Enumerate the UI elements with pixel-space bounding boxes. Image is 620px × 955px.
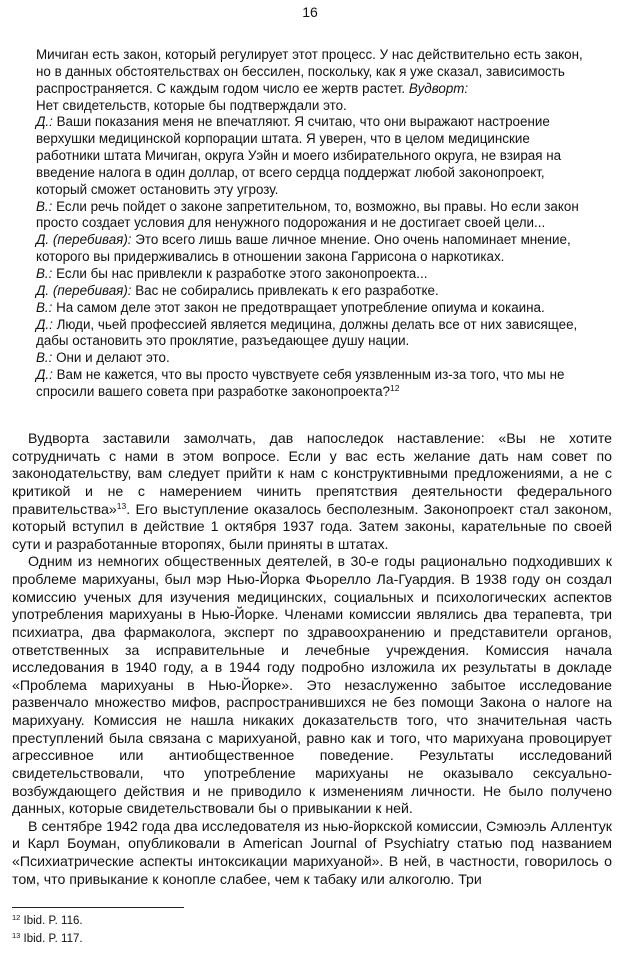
paragraph-text: В сентябре 1942 года два исследователя из нью-йоркской комиссии, Сэмюэль Аллентук и Карл Боуман, опубликовали в American Journal of Psychiatry статью под названием «Психиатрические аспекты интоксикации марихуаной». В ней, в частности, говорилось о том, что привыкание к конопле слабее, чем к табаку или алкоголю. Три <box>12 817 612 887</box>
quote-speaker: Д.: <box>36 114 53 130</box>
hearing-transcript-quote <box>36 47 591 401</box>
quote-text: Вас не собирались привлекать к его разработке. <box>131 282 439 298</box>
quote-text: Вам не кажется, что вы просто чувствуете себя уязвленным из-за того, что мы не спросили вашего совета при разработке законопроекта? <box>36 367 565 399</box>
quote-line <box>36 47 591 114</box>
quote-speaker: Д. (перебивая): <box>36 232 132 248</box>
footnotes <box>12 914 312 950</box>
quote-text: На самом деле этот закон не предотвращает употребление опиума и кокаина. <box>52 299 545 315</box>
page-number: 16 <box>302 4 318 20</box>
footnote-number: 13 <box>12 931 21 940</box>
footnote-text: Ibid. P. 117. <box>20 933 83 945</box>
paragraph-text: . Его выступление оказалось бесполезным. Законопроект стал законом, который вступил в действие 1 октября 1937 года. Затем законы, карательные по своей сути и разработанные второпях, были приняты в штатах. <box>12 500 612 552</box>
footnote-ref[interactable]: 12 <box>389 382 400 393</box>
quote-text: Если речь пойдет о законе запретительном, то, возможно, вы правы. Но если закон просто создает условия для ненужного подорожания и не достигает своей цели... <box>36 198 579 231</box>
quote-line <box>36 317 591 351</box>
quote-text: Нет свидетельств, которые бы подтверждали это. <box>36 97 347 113</box>
paragraph-text: Вудворта заставили замолчать, дав напоследок наставление: «Вы не хотите сотрудничать с нами в этом вопросе. Если у вас есть желание дать нам совет по законодательству, вам следует прийти к нам с конструктивными предложениями, а не с критикой и не с намерением чинить препятствия деятельности федерального правительства» <box>12 430 612 517</box>
footnote-ref[interactable]: 13 <box>116 500 127 511</box>
quote-speaker: Д.: <box>36 316 53 332</box>
quote-speaker: Д. (перебивая): <box>36 282 132 298</box>
quote-text: Они и делают это. <box>52 350 170 366</box>
quote-line <box>36 266 591 283</box>
paragraph <box>12 818 612 889</box>
quote-text: Люди, чьей профессией является медицина, должны делать все от них зависящее, дабы остановить это проклятие, разъедающее душу нации. <box>36 316 578 349</box>
quote-text: Мичиган есть закон, который регулирует этот процесс. У нас действительно есть закон, но в данных обстоятельствах он бессилен, поскольку, как я уже сказал, зависимость распространяется. С каждым годом число ее жертв растет. <box>36 47 583 96</box>
quote-speaker: В.: <box>36 265 53 281</box>
footnote-number: 12 <box>12 913 21 922</box>
quote-line <box>36 350 591 367</box>
footnote <box>12 932 312 946</box>
quote-line <box>36 232 591 266</box>
quote-line <box>36 300 591 317</box>
quote-line <box>36 114 591 198</box>
quote-line <box>36 283 591 300</box>
quote-line <box>36 367 591 401</box>
paragraph <box>12 430 612 553</box>
quote-speaker: В.: <box>36 350 53 366</box>
quote-text: Это всего лишь ваше личное мнение. Оно очень напоминает мнение, которого вы придерживались в отношении закона Гаррисона о наркотиках. <box>36 232 571 265</box>
quote-line <box>36 199 591 233</box>
paragraph-text: Одним из немногих общественных деятелей, в 30-е годы рационально подходивших к проблеме марихуаны, был мэр Нью-Йорка Фьорелло Ла-Гуардия. В 1938 году он создал комиссию ученых для изучения медицинских, социальных и психологических аспектов употребления марихуаны в Нью-Йорке. Членами комиссии являлись два терапевта, три психиатра, два фармаколога, эксперт по здравоохранению и представители органов, ответственных за исправительные и лечебные учреждения. Комиссия начала исследования в 1940 году, а в 1944 году подробно изложила их результаты в докладе «Проблема марихуаны в Нью-Йорке». Это незаслуженно забытое исследование развенчало множество мифов, распространившихся не без помощи Закона о налоге на марихуану. Комиссия не нашла никаких доказательств того, что значительная часть преступлений была связана с марихуаной, равно как и того, что марихуана провоцирует агрессивное или антиобщественное поведение. Результаты исследований свидетельствовали, что употребление марихуаны не оказывало сексуально-возбуждающего действия и не приводило к изменениям личности. Не было получено данных, которые свидетельствовали бы о привыкании к ней. <box>12 553 612 817</box>
footnote <box>12 914 312 928</box>
quote-speaker: Д.: <box>36 367 53 383</box>
quote-text: Если бы нас привлекли к разработке этого законопроекта... <box>52 265 428 281</box>
footnote-divider <box>12 907 184 908</box>
paragraph <box>12 553 612 817</box>
footnote-text: Ibid. P. 116. <box>20 915 83 927</box>
quote-speaker: В.: <box>36 198 53 214</box>
quote-speaker: Вудворт: <box>408 80 469 96</box>
main-text <box>12 430 612 888</box>
quote-speaker: В.: <box>36 299 53 315</box>
quote-text: Ваши показания меня не впечатляют. Я считаю, что они выражают настроение верхушки медицинской корпорации штата. Я уверен, что в целом медицинские работники штата Мичиган, округа Уэйн и моего избирательного округа, не взирая на введение налога в один доллар, от всего сердца поддержат любой законопроект, который сможет остановить эту угрозу. <box>36 114 562 197</box>
